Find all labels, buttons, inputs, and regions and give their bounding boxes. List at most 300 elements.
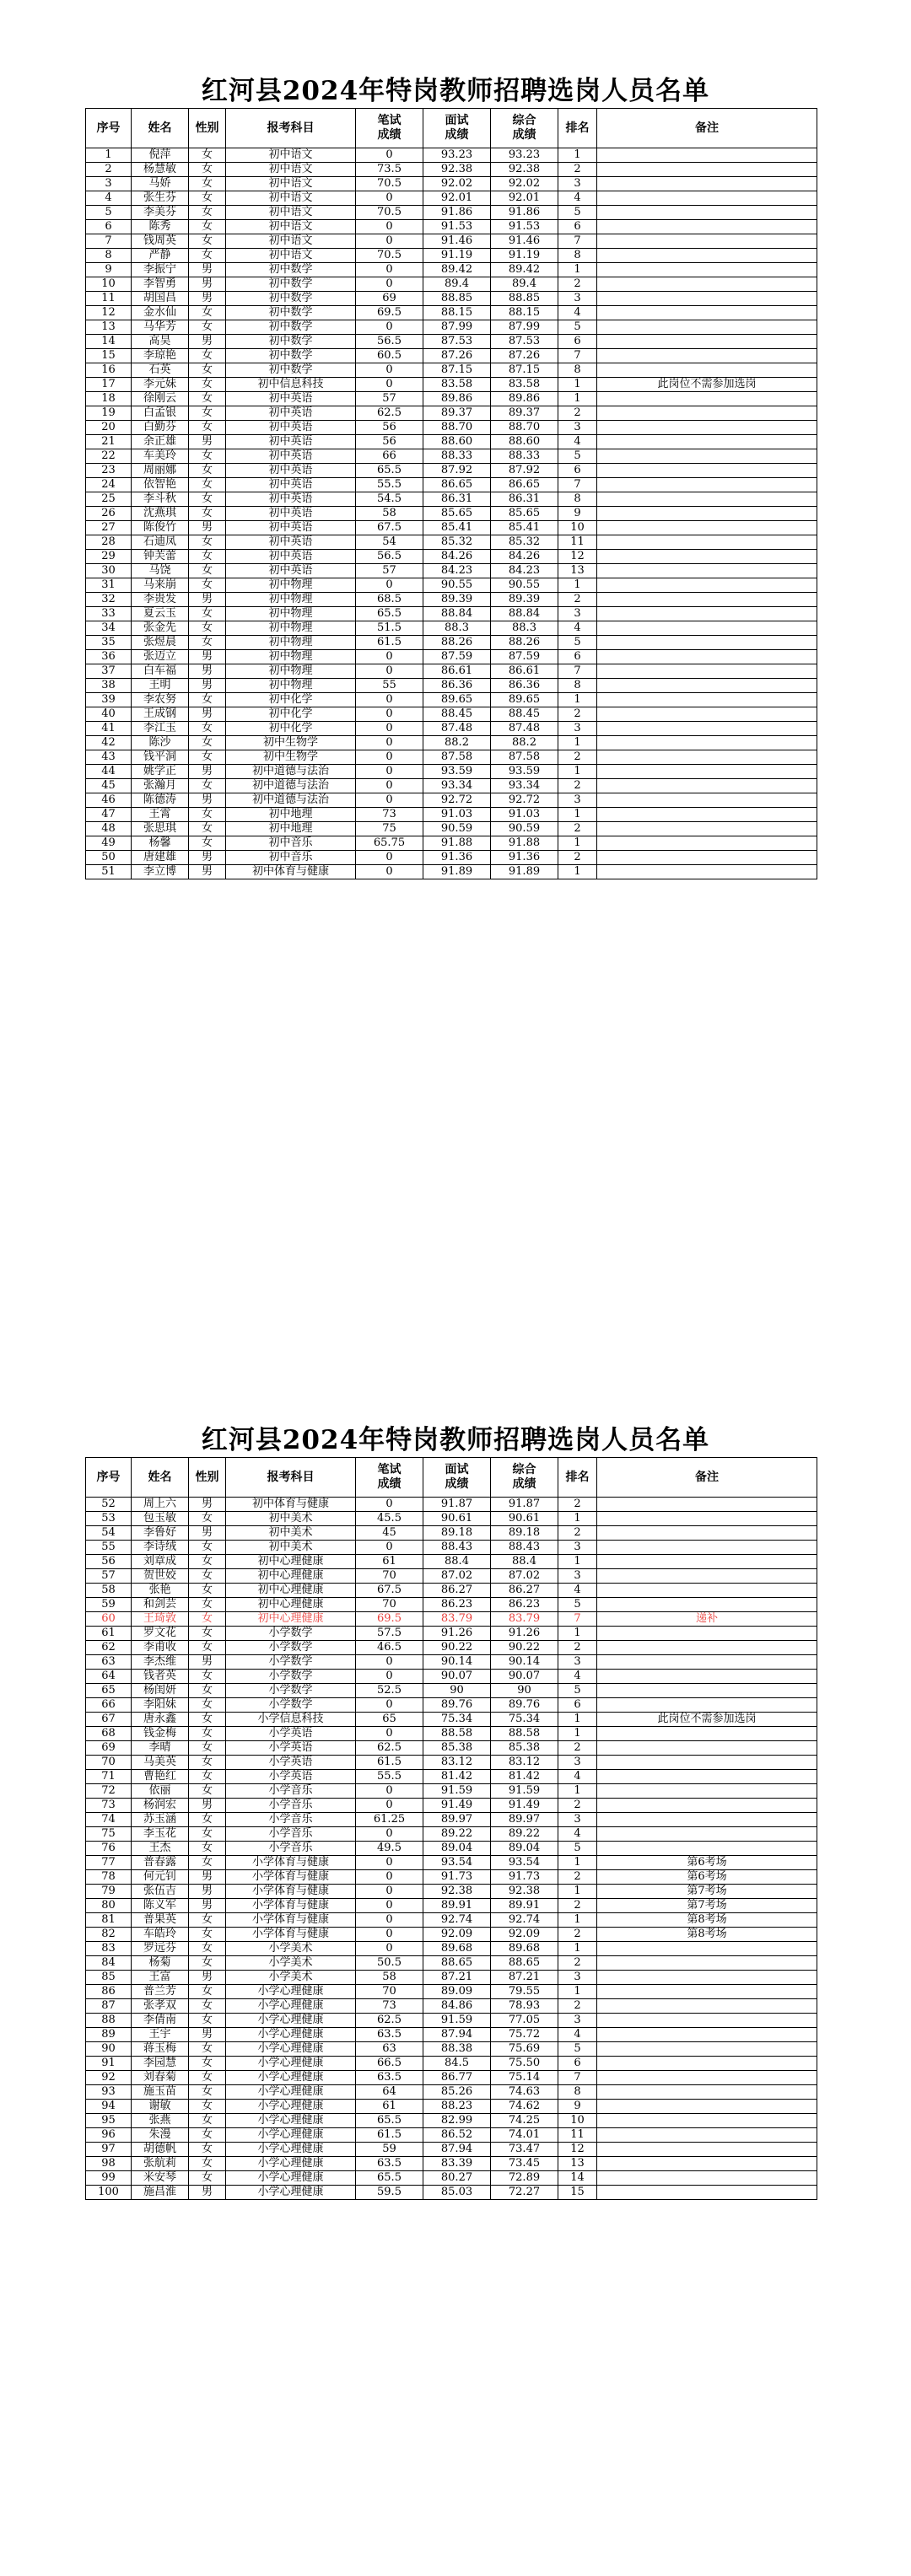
cell-written: 0 [356, 1799, 423, 1813]
cell-note [597, 1498, 817, 1512]
table-row [86, 865, 817, 879]
cell-total: 88.45 [491, 707, 558, 722]
cell-total: 93.23 [491, 148, 558, 163]
cell-rank: 2 [558, 1899, 597, 1913]
cell-sex: 女 [189, 2114, 226, 2128]
cell-rank: 2 [558, 406, 597, 421]
cell-no: 30 [86, 564, 132, 578]
cell-rank: 1 [558, 765, 597, 779]
cell-rank: 5 [558, 2042, 597, 2057]
cell-written: 68.5 [356, 593, 423, 607]
cell-note: 此岗位不需参加选岗 [597, 1713, 817, 1727]
cell-note [597, 1942, 817, 1956]
cell-name: 陈俊竹 [132, 521, 189, 535]
cell-name: 张煜晨 [132, 636, 189, 650]
cell-subject: 初中语文 [226, 148, 356, 163]
cell-rank: 5 [558, 449, 597, 464]
cell-name: 杨闺妍 [132, 1684, 189, 1698]
cell-written: 56.5 [356, 550, 423, 564]
cell-rank: 7 [558, 478, 597, 492]
cell-written: 67.5 [356, 1584, 423, 1598]
cell-total: 89.97 [491, 1813, 558, 1827]
cell-total: 85.65 [491, 507, 558, 521]
cell-no: 77 [86, 1856, 132, 1870]
cell-no: 48 [86, 822, 132, 836]
cell-note [597, 2128, 817, 2143]
cell-subject: 初中地理 [226, 808, 356, 822]
cell-name: 李鲁好 [132, 1526, 189, 1541]
cell-no: 53 [86, 1512, 132, 1526]
cell-name: 王琦敦 [132, 1612, 189, 1627]
cell-interview: 86.36 [423, 679, 491, 693]
cell-no: 61 [86, 1627, 132, 1641]
table-row [86, 521, 817, 535]
cell-interview: 91.73 [423, 1870, 491, 1885]
table-row [86, 449, 817, 464]
cell-written: 0 [356, 664, 423, 679]
cell-subject: 小学数学 [226, 1655, 356, 1670]
cell-name: 马美英 [132, 1756, 189, 1770]
cell-written: 0 [356, 765, 423, 779]
cell-no: 67 [86, 1713, 132, 1727]
cell-rank: 8 [558, 249, 597, 263]
cell-sex: 男 [189, 1526, 226, 1541]
cell-total: 74.25 [491, 2114, 558, 2128]
cell-name: 钟芙蕾 [132, 550, 189, 564]
table-row [86, 263, 817, 277]
cell-rank: 2 [558, 1526, 597, 1541]
cell-note [597, 464, 817, 478]
cell-written: 61.5 [356, 636, 423, 650]
cell-rank: 1 [558, 736, 597, 750]
cell-written: 63.5 [356, 2157, 423, 2171]
cell-interview: 80.27 [423, 2171, 491, 2186]
cell-total: 88.33 [491, 449, 558, 464]
cell-total: 88.26 [491, 636, 558, 650]
cell-interview: 85.26 [423, 2085, 491, 2100]
cell-written: 46.5 [356, 1641, 423, 1655]
cell-name: 王杰 [132, 1842, 189, 1856]
cell-sex: 男 [189, 1799, 226, 1813]
cell-written: 69.5 [356, 1612, 423, 1627]
cell-sex: 女 [189, 535, 226, 550]
cell-total: 86.27 [491, 1584, 558, 1598]
cell-sex: 男 [189, 593, 226, 607]
cell-sex: 男 [189, 707, 226, 722]
cell-name: 陈沙 [132, 736, 189, 750]
cell-sex: 女 [189, 2042, 226, 2057]
cell-written: 0 [356, 693, 423, 707]
cell-rank: 6 [558, 335, 597, 349]
cell-sex: 男 [189, 263, 226, 277]
cell-rank: 3 [558, 1971, 597, 1985]
cell-written: 66.5 [356, 2057, 423, 2071]
cell-sex: 女 [189, 1598, 226, 1612]
cell-total: 89.42 [491, 263, 558, 277]
cell-subject: 小学心理健康 [226, 2085, 356, 2100]
cell-total: 89.18 [491, 1526, 558, 1541]
cell-name: 杨慧敏 [132, 163, 189, 177]
cell-total: 88.4 [491, 1555, 558, 1569]
cell-interview: 91.59 [423, 2014, 491, 2028]
cell-note [597, 1670, 817, 1684]
cell-name: 张金先 [132, 621, 189, 636]
cell-rank: 5 [558, 320, 597, 335]
cell-subject: 小学心理健康 [226, 1985, 356, 1999]
cell-name: 杨润宏 [132, 1799, 189, 1813]
cell-no: 41 [86, 722, 132, 736]
cell-sex: 女 [189, 1727, 226, 1741]
cell-name: 李倩南 [132, 2014, 189, 2028]
cell-subject: 初中物理 [226, 664, 356, 679]
cell-name: 王成钢 [132, 707, 189, 722]
cell-interview: 88.45 [423, 707, 491, 722]
cell-rank: 5 [558, 1842, 597, 1856]
cell-subject: 初中数学 [226, 349, 356, 363]
cell-no: 19 [86, 406, 132, 421]
cell-written: 0 [356, 650, 423, 664]
cell-written: 62.5 [356, 1741, 423, 1756]
cell-note [597, 1813, 817, 1827]
table-row [86, 292, 817, 306]
cell-no: 64 [86, 1670, 132, 1684]
cell-no: 79 [86, 1885, 132, 1899]
cell-note [597, 693, 817, 707]
header-no: 序号 [86, 1458, 132, 1498]
cell-name: 李立博 [132, 865, 189, 879]
page-title: 红河县2024年特岗教师招聘选岗人员名单 [201, 1425, 710, 1455]
cell-interview: 91.86 [423, 206, 491, 220]
cell-written: 56 [356, 435, 423, 449]
cell-subject: 初中英语 [226, 492, 356, 507]
cell-rank: 2 [558, 593, 597, 607]
cell-rank: 11 [558, 535, 597, 550]
cell-note [597, 750, 817, 765]
cell-interview: 89.09 [423, 1985, 491, 1999]
cell-name: 周丽娜 [132, 464, 189, 478]
table-row [86, 2143, 817, 2157]
cell-sex: 女 [189, 636, 226, 650]
cell-total: 86.61 [491, 664, 558, 679]
cell-rank: 2 [558, 1870, 597, 1885]
cell-no: 23 [86, 464, 132, 478]
cell-sex: 男 [189, 851, 226, 865]
cell-written: 51.5 [356, 621, 423, 636]
cell-note [597, 1784, 817, 1799]
cell-written: 61.5 [356, 2128, 423, 2143]
cell-rank: 4 [558, 1770, 597, 1784]
cell-no: 90 [86, 2042, 132, 2057]
cell-rank: 3 [558, 421, 597, 435]
cell-rank: 1 [558, 392, 597, 406]
cell-name: 张航莉 [132, 2157, 189, 2171]
cell-note [597, 636, 817, 650]
cell-rank: 2 [558, 1641, 597, 1655]
table-row [86, 679, 817, 693]
table-header-row [86, 1458, 817, 1498]
cell-note [597, 1627, 817, 1641]
cell-subject: 小学英语 [226, 1770, 356, 1784]
cell-note [597, 148, 817, 163]
cell-interview: 87.02 [423, 1569, 491, 1584]
cell-sex: 男 [189, 435, 226, 449]
table-row [86, 177, 817, 191]
cell-written: 0 [356, 1727, 423, 1741]
cell-sex: 女 [189, 507, 226, 521]
cell-rank: 3 [558, 607, 597, 621]
cell-no: 13 [86, 320, 132, 335]
table-row [86, 1784, 817, 1799]
cell-total: 75.14 [491, 2071, 558, 2085]
cell-note [597, 2171, 817, 2186]
cell-rank: 12 [558, 550, 597, 564]
cell-interview: 75.34 [423, 1713, 491, 1727]
cell-interview: 90.55 [423, 578, 491, 593]
cell-total: 86.65 [491, 478, 558, 492]
cell-rank: 4 [558, 1670, 597, 1684]
cell-rank: 3 [558, 2014, 597, 2028]
header-name: 姓名 [132, 109, 189, 148]
cell-written: 58 [356, 507, 423, 521]
cell-name: 唐建雄 [132, 851, 189, 865]
cell-note [597, 363, 817, 378]
cell-name: 马华芳 [132, 320, 189, 335]
cell-written: 0 [356, 1698, 423, 1713]
cell-rank: 2 [558, 779, 597, 793]
cell-sex: 女 [189, 1942, 226, 1956]
cell-sex: 女 [189, 1956, 226, 1971]
cell-written: 0 [356, 1885, 423, 1899]
cell-total: 87.58 [491, 750, 558, 765]
cell-total: 86.31 [491, 492, 558, 507]
cell-total: 85.38 [491, 1741, 558, 1756]
table-row [86, 1913, 817, 1928]
cell-written: 65 [356, 1713, 423, 1727]
cell-interview: 90 [423, 1684, 491, 1698]
cell-no: 99 [86, 2171, 132, 2186]
header-total: 综合 成绩 [491, 109, 558, 148]
cell-total: 92.72 [491, 793, 558, 808]
cell-written: 61 [356, 1555, 423, 1569]
cell-interview: 88.43 [423, 1541, 491, 1555]
cell-total: 92.01 [491, 191, 558, 206]
cell-total: 73.47 [491, 2143, 558, 2157]
cell-subject: 初中物理 [226, 679, 356, 693]
table-row [86, 836, 817, 851]
cell-note [597, 2028, 817, 2042]
cell-rank: 1 [558, 263, 597, 277]
cell-subject: 初中物理 [226, 578, 356, 593]
cell-rank: 1 [558, 1627, 597, 1641]
cell-rank: 3 [558, 1569, 597, 1584]
cell-interview: 88.65 [423, 1956, 491, 1971]
cell-rank: 13 [558, 2157, 597, 2171]
cell-total: 85.41 [491, 521, 558, 535]
cell-written: 0 [356, 148, 423, 163]
cell-no: 4 [86, 191, 132, 206]
cell-note [597, 1799, 817, 1813]
cell-interview: 93.34 [423, 779, 491, 793]
cell-total: 86.36 [491, 679, 558, 693]
cell-name: 张思琪 [132, 822, 189, 836]
cell-total: 91.88 [491, 836, 558, 851]
cell-note [597, 220, 817, 234]
table-row [86, 1569, 817, 1584]
cell-total: 89.76 [491, 1698, 558, 1713]
cell-no: 12 [86, 306, 132, 320]
cell-written: 0 [356, 1856, 423, 1870]
table-row [86, 306, 817, 320]
cell-rank: 7 [558, 349, 597, 363]
cell-rank: 2 [558, 707, 597, 722]
cell-subject: 初中语文 [226, 206, 356, 220]
cell-total: 91.89 [491, 865, 558, 879]
cell-name: 张迈立 [132, 650, 189, 664]
cell-rank: 11 [558, 2128, 597, 2143]
cell-rank: 4 [558, 1584, 597, 1598]
cell-name: 夏云玉 [132, 607, 189, 621]
cell-no: 62 [86, 1641, 132, 1655]
cell-no: 51 [86, 865, 132, 879]
cell-interview: 87.99 [423, 320, 491, 335]
cell-written: 0 [356, 1913, 423, 1928]
cell-interview: 91.87 [423, 1498, 491, 1512]
cell-note [597, 1584, 817, 1598]
cell-name: 李江玉 [132, 722, 189, 736]
page-title: 红河县2024年特岗教师招聘选岗人员名单 [201, 76, 710, 106]
cell-written: 59.5 [356, 2186, 423, 2200]
cell-interview: 83.58 [423, 378, 491, 392]
cell-written: 55.5 [356, 478, 423, 492]
cell-rank: 1 [558, 1512, 597, 1526]
cell-sex: 女 [189, 1928, 226, 1942]
cell-sex: 女 [189, 1813, 226, 1827]
cell-subject: 小学英语 [226, 1727, 356, 1741]
cell-note [597, 1756, 817, 1770]
cell-no: 96 [86, 2128, 132, 2143]
cell-rank: 1 [558, 1856, 597, 1870]
cell-interview: 87.94 [423, 2028, 491, 2042]
cell-interview: 88.70 [423, 421, 491, 435]
cell-written: 65.5 [356, 464, 423, 478]
cell-interview: 92.02 [423, 177, 491, 191]
cell-note [597, 2143, 817, 2157]
cell-name: 白孟银 [132, 406, 189, 421]
cell-total: 89.65 [491, 693, 558, 707]
cell-no: 83 [86, 1942, 132, 1956]
cell-no: 40 [86, 707, 132, 722]
cell-interview: 91.89 [423, 865, 491, 879]
cell-subject: 初中物理 [226, 607, 356, 621]
cell-no: 75 [86, 1827, 132, 1842]
cell-subject: 初中心理健康 [226, 1584, 356, 1598]
cell-name: 苏玉涵 [132, 1813, 189, 1827]
cell-total: 90.61 [491, 1512, 558, 1526]
cell-sex: 女 [189, 550, 226, 564]
table-row [86, 550, 817, 564]
cell-note [597, 320, 817, 335]
cell-interview: 87.58 [423, 750, 491, 765]
cell-interview: 92.09 [423, 1928, 491, 1942]
cell-written: 0 [356, 1942, 423, 1956]
cell-interview: 83.12 [423, 1756, 491, 1770]
cell-name: 包玉敏 [132, 1512, 189, 1526]
cell-total: 81.42 [491, 1770, 558, 1784]
cell-note [597, 2100, 817, 2114]
cell-total: 74.01 [491, 2128, 558, 2143]
cell-written: 0 [356, 1784, 423, 1799]
cell-total: 75.69 [491, 2042, 558, 2057]
table-row [86, 750, 817, 765]
cell-sex: 女 [189, 750, 226, 765]
cell-note [597, 564, 817, 578]
cell-sex: 女 [189, 1612, 226, 1627]
cell-rank: 4 [558, 306, 597, 320]
cell-note [597, 535, 817, 550]
cell-name: 姚学正 [132, 765, 189, 779]
cell-rank: 1 [558, 1555, 597, 1569]
table-row [86, 650, 817, 664]
cell-no: 68 [86, 1727, 132, 1741]
cell-total: 77.05 [491, 2014, 558, 2028]
cell-name: 李杰维 [132, 1655, 189, 1670]
cell-note [597, 1770, 817, 1784]
cell-total: 89.04 [491, 1842, 558, 1856]
cell-total: 87.48 [491, 722, 558, 736]
cell-name: 普春露 [132, 1856, 189, 1870]
cell-note: 第8考场 [597, 1913, 817, 1928]
cell-name: 张伍吉 [132, 1885, 189, 1899]
cell-total: 92.38 [491, 163, 558, 177]
cell-subject: 小学信息科技 [226, 1713, 356, 1727]
cell-written: 60.5 [356, 349, 423, 363]
cell-note [597, 836, 817, 851]
cell-sex: 女 [189, 464, 226, 478]
cell-rank: 7 [558, 234, 597, 249]
table-row [86, 148, 817, 163]
cell-written: 52.5 [356, 1684, 423, 1698]
table-row [86, 1698, 817, 1713]
cell-sex: 女 [189, 1985, 226, 1999]
cell-interview: 84.23 [423, 564, 491, 578]
cell-no: 28 [86, 535, 132, 550]
cell-sex: 女 [189, 693, 226, 707]
table-row [86, 206, 817, 220]
cell-subject: 初中心理健康 [226, 1555, 356, 1569]
cell-rank: 5 [558, 206, 597, 220]
cell-written: 61 [356, 2100, 423, 2114]
cell-total: 90.14 [491, 1655, 558, 1670]
cell-no: 70 [86, 1756, 132, 1770]
cell-interview: 88.84 [423, 607, 491, 621]
cell-name: 陈德涛 [132, 793, 189, 808]
cell-sex: 女 [189, 406, 226, 421]
cell-sex: 女 [189, 1684, 226, 1698]
cell-note [597, 578, 817, 593]
cell-subject: 初中数学 [226, 292, 356, 306]
cell-interview: 90.61 [423, 1512, 491, 1526]
cell-no: 92 [86, 2071, 132, 2085]
cell-note [597, 521, 817, 535]
cell-sex: 女 [189, 779, 226, 793]
cell-total: 89.37 [491, 406, 558, 421]
cell-note [597, 1569, 817, 1584]
table-row [86, 1713, 817, 1727]
cell-interview: 88.85 [423, 292, 491, 306]
cell-written: 73 [356, 1999, 423, 2014]
cell-written: 59 [356, 2143, 423, 2157]
cell-rank: 4 [558, 2028, 597, 2042]
